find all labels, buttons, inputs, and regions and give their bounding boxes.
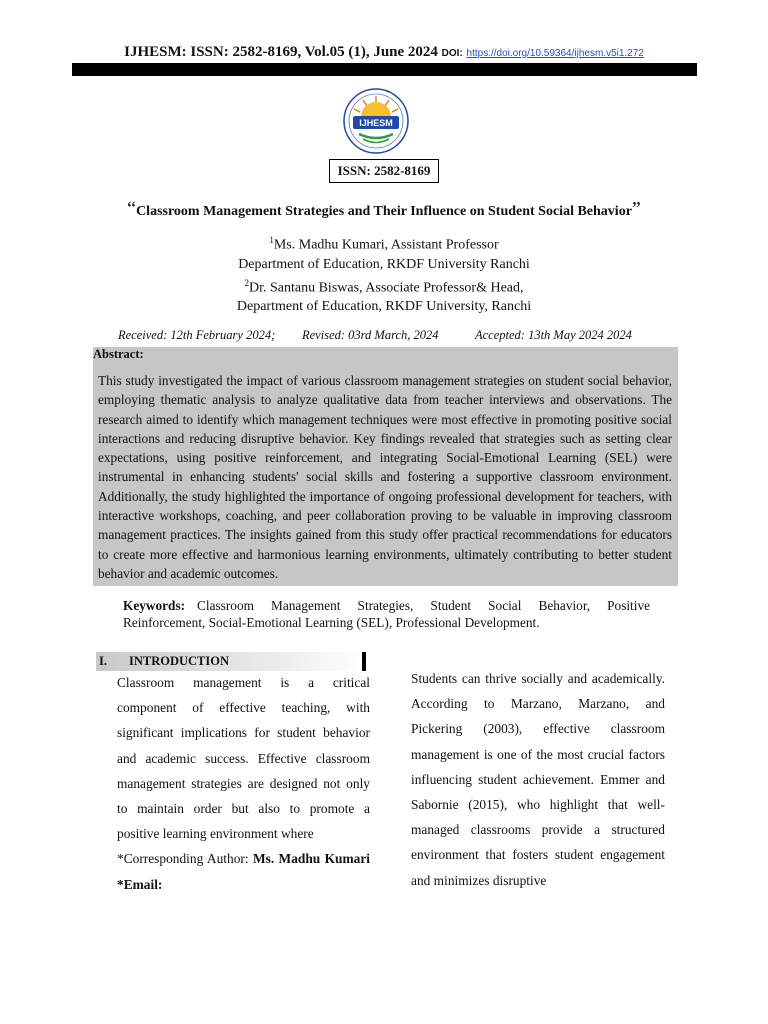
accepted-date: Accepted: 13th May 2024 2024 <box>475 328 632 342</box>
section-title: INTRODUCTION <box>129 654 230 668</box>
logo-text: IJHESM <box>359 118 393 128</box>
title-text: Classroom Management Strategies and Their Influence on Student Social Behavior <box>136 204 632 219</box>
received-date: Received: 12th February 2024; <box>118 328 276 342</box>
abstract-label: Abstract: <box>93 347 144 361</box>
issn-box: ISSN: 2582-8169 <box>329 159 439 183</box>
abstract-text: This study investigated the impact of various classroom management strategies on student social behavior, employing thematic analysis to analyze qualitative data from teacher interviews and observations. The research aimed to identify which management techniques were most effective in promoting positive social interactions and reducing disruptive behavior. Key findings revealed that strategies such as setting clear expectations, using positive reinforcement, and integrating Social-Emotional Learning (SEL) were instrumental in enhancing students' social skills and fostering a supportive classroom environment. Additionally, the study highlighted the importance of ongoing professional development for teachers, with interactive workshops, coaching, and peer collaboration proving to be valuable in improving classroom management practices. The insights gained from this study offer practical recommendations for educators to create more effective and harmonious learning environments, ultimately contributing to better student behavior and academic outcomes. <box>98 373 672 581</box>
corresponding-label: *Corresponding Author: <box>117 851 249 867</box>
doi-link[interactable]: https://doi.org/10.59364/ijhesm.v5i1.272 <box>466 48 644 59</box>
submission-dates <box>118 328 638 343</box>
author-line <box>0 274 768 298</box>
right-column <box>411 666 665 893</box>
left-column <box>117 670 370 897</box>
author-block <box>0 231 768 316</box>
intro-paragraph-continued: Students can thrive socially and academically. According to Marzano, Marzano, and Pickering (2003), effective classroom management is one of the most crucial factors influencing student achievement. Emmer and Sabornie (2015), who highlight that well-managed classrooms provide a structured environment that fosters student engagement and minimizes disruptive <box>411 671 665 888</box>
keywords <box>123 598 650 631</box>
revised-date: Revised: 03rd March, 2024 <box>302 328 439 342</box>
keywords-text: Classroom Management Strategies, Student Social Behavior, Positive Reinforcement, Social-Emotional Learning (SEL), Professional Development. <box>123 598 650 630</box>
author-text: Ms. Madhu Kumari, Assistant Professor <box>273 237 499 253</box>
corresponding-name: Ms. Madhu Kumari <box>252 851 370 867</box>
author-text: Department of Education, RKDF University, Ranchi <box>236 299 532 315</box>
affiliation-mark: 2 <box>244 277 249 288</box>
running-header <box>0 44 768 61</box>
section-number: I. <box>99 654 107 668</box>
author-line <box>0 231 768 255</box>
journal-logo-icon <box>341 86 411 156</box>
journal-running-title: IJHESM: ISSN: 2582-8169, Vol.05 (1), June 2024 <box>124 44 438 60</box>
author-text: Department of Education, RKDF University Ranchi <box>238 256 530 272</box>
corresponding-author <box>117 846 370 871</box>
section-heading <box>99 654 229 669</box>
paper-title <box>0 198 768 221</box>
email-label: *Email: <box>117 876 163 892</box>
email-line <box>117 872 370 897</box>
affiliation-mark: 1 <box>269 235 274 245</box>
header-rule <box>72 63 697 76</box>
keywords-label: Keywords: <box>123 598 186 613</box>
doi-label: DOI: <box>441 48 463 59</box>
author-line <box>0 297 768 316</box>
intro-paragraph: Classroom management is a critical component of effective teaching, with significant implications for student behavior and academic success. Effective classroom management strategies are designed not only to maintain order but also to promote a positive learning environment where <box>117 675 370 842</box>
author-text: Dr. Santanu Biswas, Associate Professor& Head, <box>248 280 524 296</box>
title-close-quote: ” <box>631 198 641 220</box>
title-open-quote: “ <box>127 198 137 220</box>
author-line <box>0 255 768 274</box>
